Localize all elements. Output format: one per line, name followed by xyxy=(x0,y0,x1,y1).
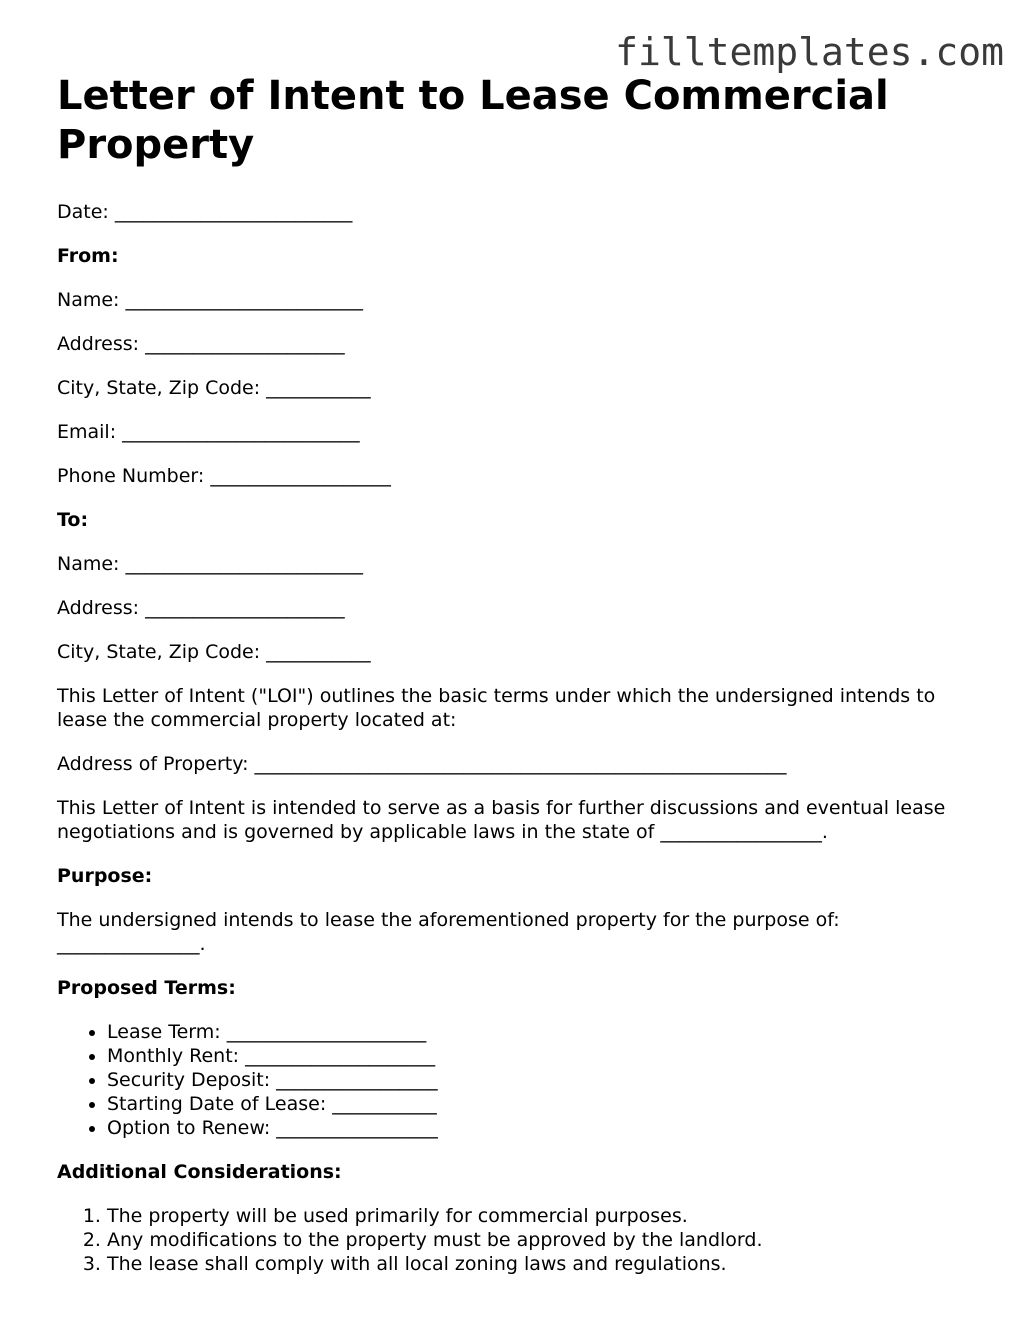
list-item: • Monthly Rent: ____________________ xyxy=(107,1044,987,1068)
list-item: 1. The property will be used primarily for commercial purposes. xyxy=(107,1204,987,1228)
governing-paragraph: This Letter of Intent is intended to serve as a basis for further discussions and eventual lease negotiations and is governed by applicable laws in the state of _________________. xyxy=(57,797,946,843)
list-item: • Starting Date of Lease: ___________ xyxy=(107,1092,987,1116)
from-email-field: Email: _________________________ xyxy=(57,421,360,443)
date-field: Date: _________________________ xyxy=(57,201,353,223)
watermark: filltemplates.com xyxy=(615,30,1004,74)
list-item: • Lease Term: _____________________ xyxy=(107,1020,987,1044)
to-address-field: Address: _____________________ xyxy=(57,597,345,619)
to-name-field: Name: _________________________ xyxy=(57,553,363,575)
additional-considerations-heading: Additional Considerations: xyxy=(57,1161,342,1183)
proposed-terms-list xyxy=(57,1020,987,1140)
from-phone-field: Phone Number: ___________________ xyxy=(57,465,391,487)
proposed-terms-heading: Proposed Terms: xyxy=(57,977,236,999)
from-heading: From: xyxy=(57,245,119,267)
list-item: • Option to Renew: _________________ xyxy=(107,1116,987,1140)
purpose-heading: Purpose: xyxy=(57,865,153,887)
document-title: Letter of Intent to Lease Commercial Property xyxy=(57,73,889,168)
from-name-field: Name: _________________________ xyxy=(57,289,363,311)
intro-paragraph: This Letter of Intent ("LOI") outlines the basic terms under which the undersigned intends to lease the commercial property located at: xyxy=(57,685,936,731)
from-city-field: City, State, Zip Code: ___________ xyxy=(57,377,371,399)
from-address-field: Address: _____________________ xyxy=(57,333,345,355)
to-heading: To: xyxy=(57,509,89,531)
property-address-field: Address of Property: ________________________________________________________ xyxy=(57,753,787,775)
list-item: 2. Any modifications to the property must be approved by the landlord. xyxy=(107,1228,987,1252)
to-city-field: City, State, Zip Code: ___________ xyxy=(57,641,371,663)
list-item: • Security Deposit: _________________ xyxy=(107,1068,987,1092)
additional-considerations-list xyxy=(57,1204,987,1276)
document-body xyxy=(57,72,987,1296)
purpose-paragraph: The undersigned intends to lease the aforementioned property for the purpose of: _______________. xyxy=(57,909,840,955)
list-item: 3. The lease shall comply with all local zoning laws and regulations. xyxy=(107,1252,987,1276)
